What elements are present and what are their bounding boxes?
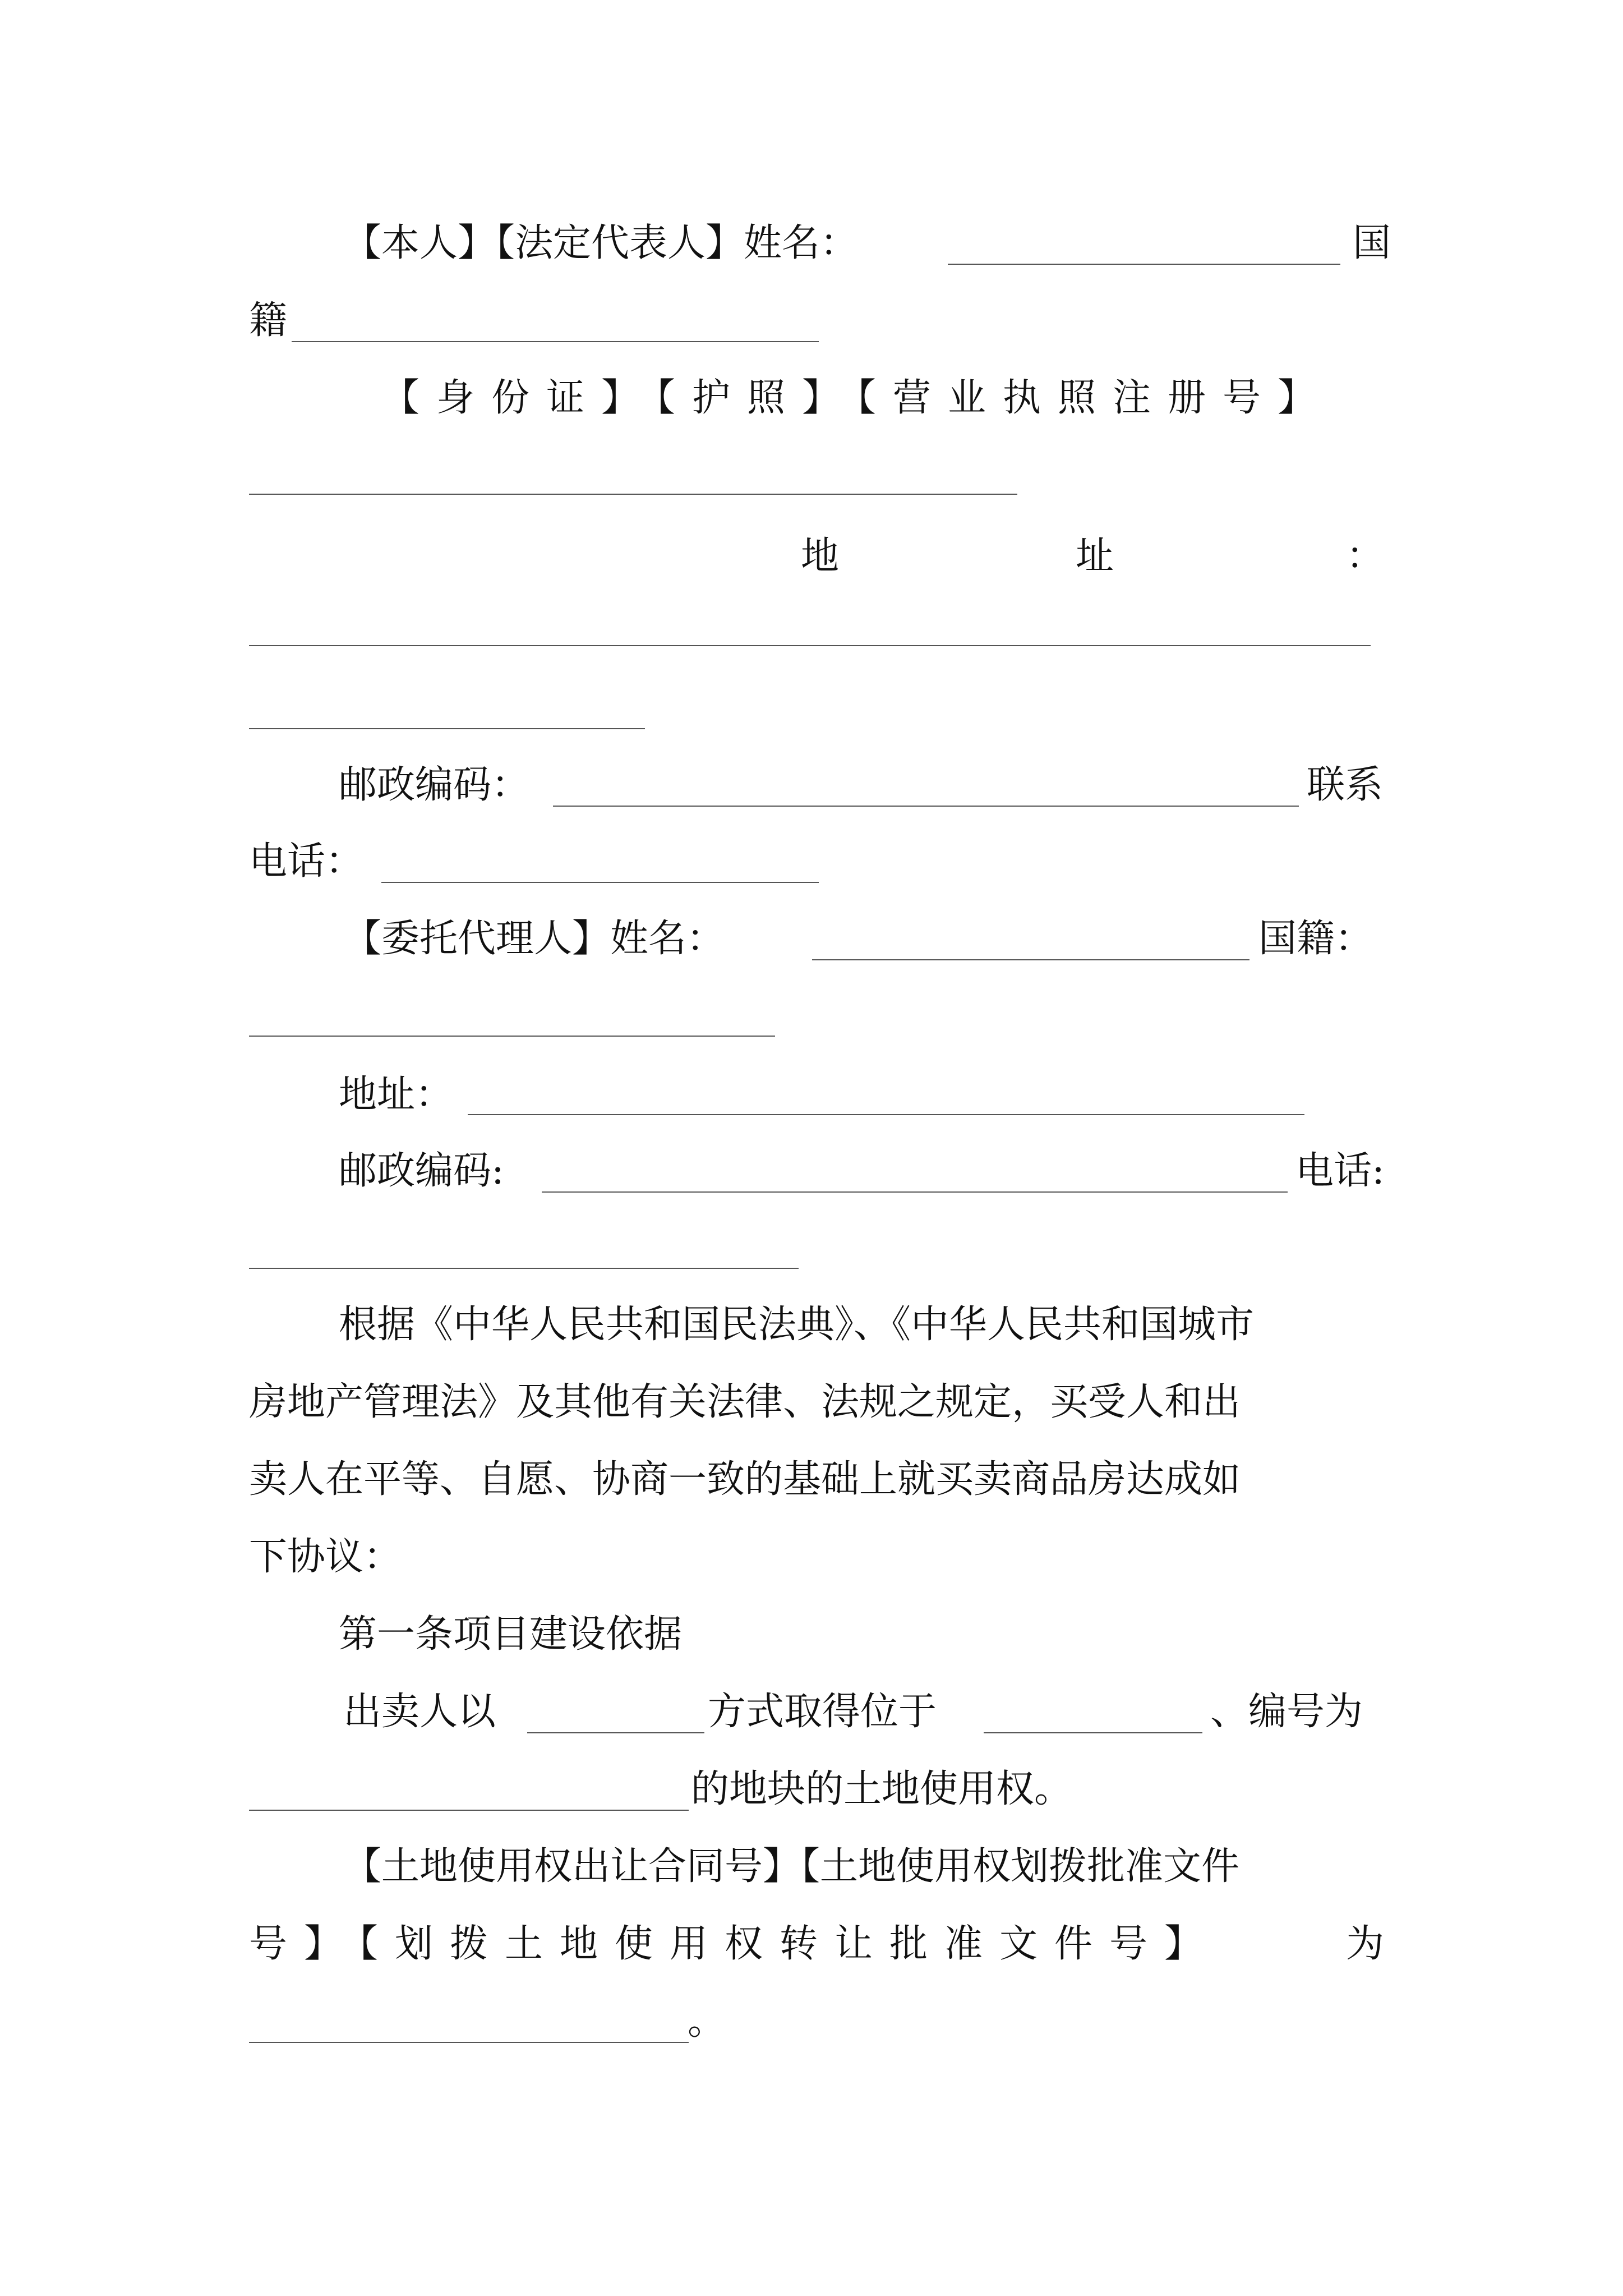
address-blank-2[interactable] (249, 728, 645, 729)
agent-name-label: 【委托代理人】姓名： (343, 917, 725, 961)
article-1-contract-types-cont: 号】【划拨土地使用权转让批准文件号】 (249, 1922, 1220, 1966)
nationality-blank[interactable] (292, 341, 819, 342)
article-1-title: 第一条项目建设依据 (339, 1612, 683, 1657)
agent-postal-code-label: 邮政编码: (339, 1149, 504, 1193)
article-1-land-use-right: 的地块的土地使用权。 (691, 1767, 1073, 1811)
contact-label-start: 联系 (1307, 763, 1384, 807)
owner-name-blank[interactable] (948, 264, 1340, 265)
agent-phone-blank[interactable] (249, 1268, 799, 1269)
agent-address-blank[interactable] (468, 1114, 1304, 1115)
address-label-colon: ： (1346, 534, 1385, 578)
land-number-blank[interactable] (249, 1810, 689, 1811)
agent-address-label: 地址： (339, 1073, 454, 1117)
article-1-location-label: 方式取得位于 (708, 1690, 937, 1734)
land-location-blank[interactable] (984, 1732, 1202, 1733)
agent-phone-label: 电话: (1295, 1149, 1385, 1193)
article-1-seller-prefix: 出卖人以 (343, 1690, 496, 1734)
paragraph-line: 根据《中华人民共和国民法典》、《中华人民共和国城市 (339, 1303, 1255, 1347)
paragraph-line: 下协议： (249, 1535, 402, 1579)
address-blank-1[interactable] (249, 645, 1371, 646)
agent-nationality-blank[interactable] (249, 1036, 775, 1037)
owner-name-label: 【本人】【法定代表人】姓名： (343, 221, 859, 265)
contract-number-blank[interactable] (249, 2042, 689, 2043)
article-1-period: 。 (688, 1999, 726, 2044)
paragraph-line: 房地产管理法》及其他有关法律、法规之规定，买受人和出 (249, 1380, 1241, 1424)
article-1-number-label: 、编号为 (1210, 1690, 1363, 1734)
nationality-label-start: 国 (1353, 221, 1391, 265)
postal-code-blank[interactable] (553, 806, 1299, 807)
nationality-label-end: 籍 (249, 298, 288, 343)
agent-postal-code-blank[interactable] (542, 1191, 1288, 1193)
agent-name-blank[interactable] (812, 959, 1249, 960)
article-1-is-label: 为 (1346, 1922, 1385, 1966)
acquisition-method-blank[interactable] (527, 1732, 704, 1733)
phone-blank[interactable] (381, 882, 819, 883)
agent-nationality-label: 国籍： (1258, 917, 1373, 961)
address-label-char-1: 地 (801, 534, 840, 578)
address-label-char-2: 址 (1076, 534, 1114, 578)
id-type-label: 【身份证】【护照】【营业执照注册号】 (381, 376, 1333, 420)
article-1-contract-types: 【土地使用权出让合同号】【土地使用权划拨批准文件 (343, 1844, 1240, 1889)
postal-code-label: 邮政编码： (339, 763, 530, 807)
id-number-blank[interactable] (249, 494, 1017, 495)
phone-label: 电话： (249, 839, 364, 884)
paragraph-line: 卖人在平等、自愿、协商一致的基础上就买卖商品房达成如 (249, 1457, 1241, 1502)
